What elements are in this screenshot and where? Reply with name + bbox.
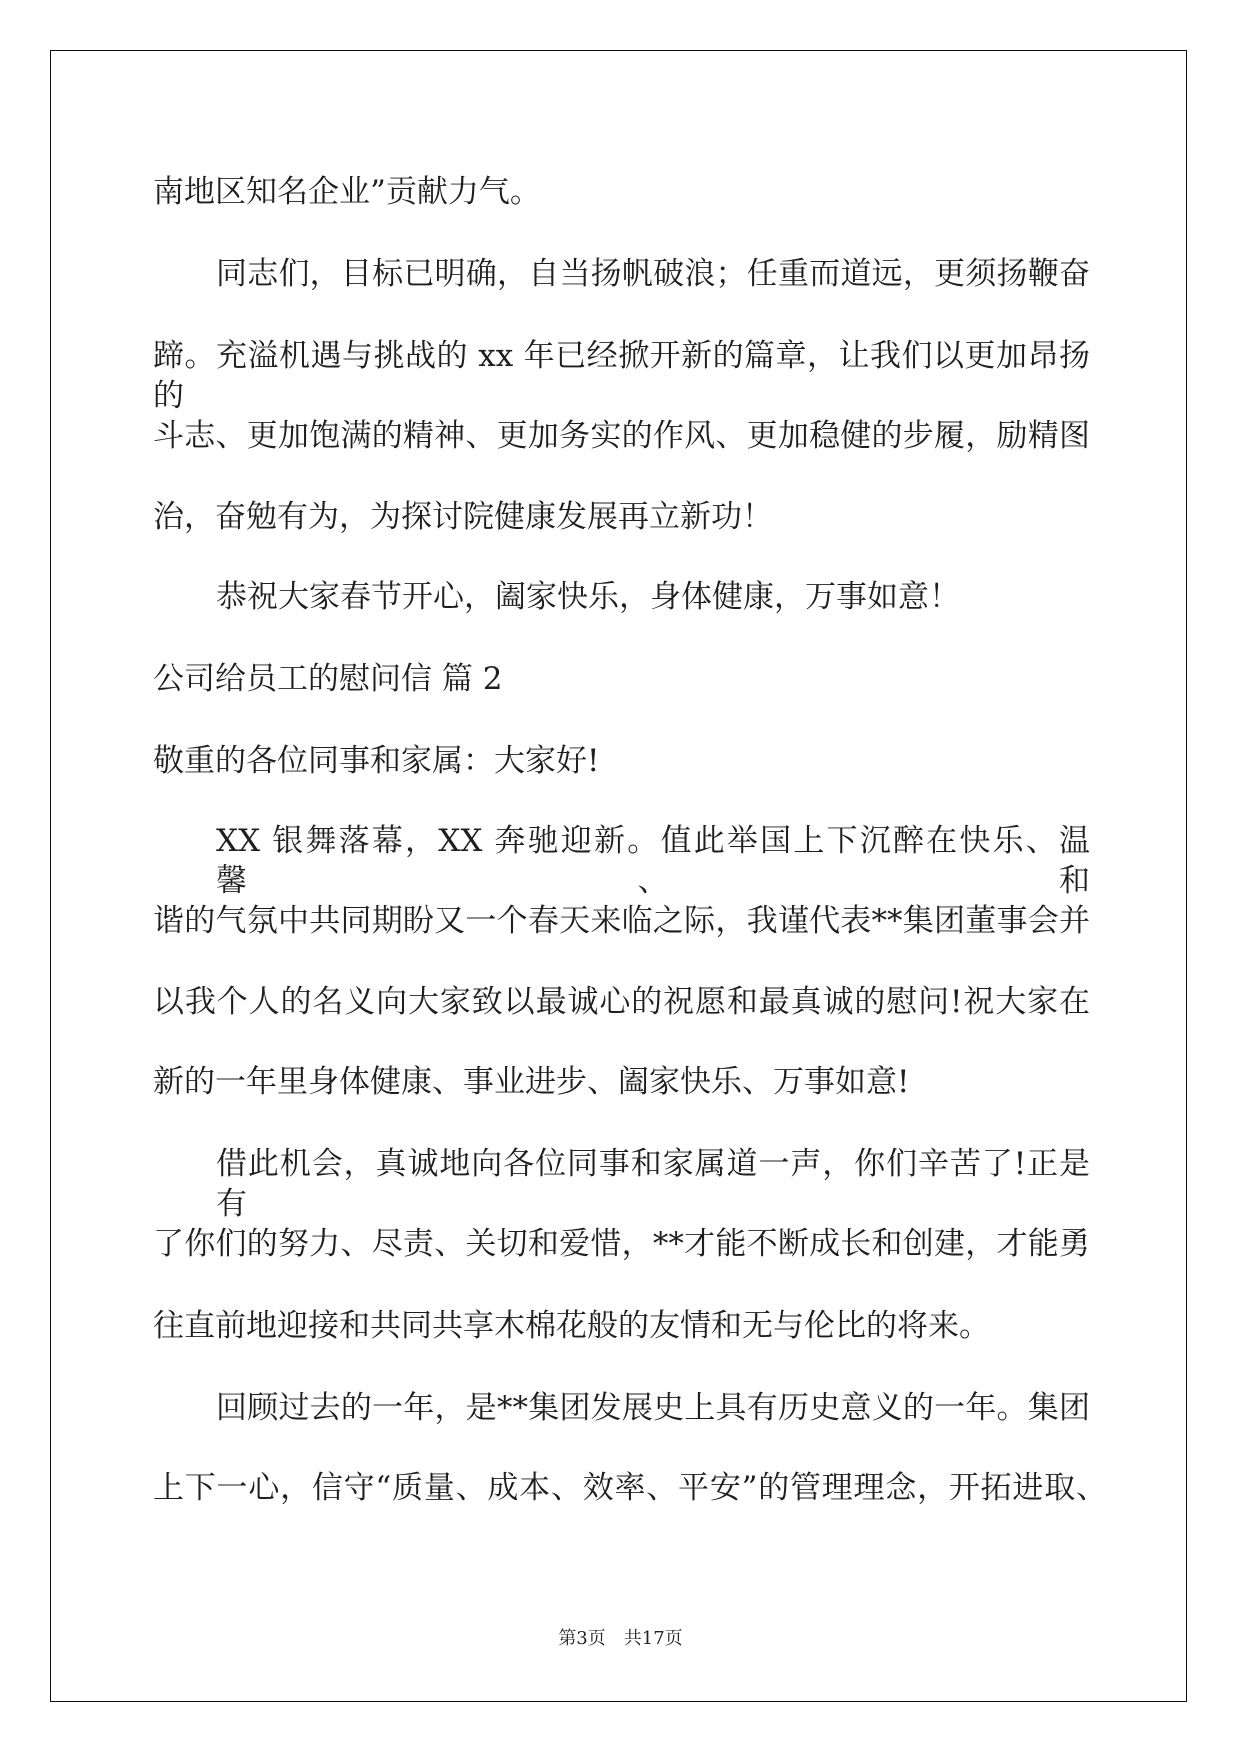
text-line: 往直前地迎接和共同共享木棉花般的友情和无与伦比的将来。: [153, 1308, 990, 1344]
text-line: 回顾过去的一年，是**集团发展史上具有历史意义的一年。集团: [216, 1390, 1090, 1426]
text-line: 同志们，目标已明确，自当扬帆破浪；任重而道远，更须扬鞭奋: [216, 256, 1090, 292]
text-line: XX 银舞落幕，XX 奔驰迎新。值此举国上下沉醉在快乐、温馨、和: [216, 823, 1090, 899]
text-line: 南地区知名企业”贡献力气。: [153, 174, 541, 210]
section-heading: 公司给员工的慰问信 篇 2: [153, 661, 503, 697]
text-line: 了你们的努力、尽责、关切和爱惜，**才能不断成长和创建，才能勇: [153, 1226, 1090, 1262]
text-line: 上下一心，信守“质量、成本、效率、平安”的管理理念，开拓进取、: [153, 1470, 1107, 1506]
text-line: 治，奋勉有为，为探讨院健康发展再立新功！: [153, 499, 773, 535]
salutation: 敬重的各位同事和家属：大家好!: [153, 743, 600, 779]
text-line: 借此机会，真诚地向各位同事和家属道一声，你们辛苦了!正是有: [216, 1146, 1090, 1222]
text-line: 新的一年里身体健康、事业进步、阖家快乐、万事如意!: [153, 1064, 910, 1100]
text-line: 蹄。充溢机遇与挑战的 xx 年已经掀开新的篇章，让我们以更加昂扬的: [153, 338, 1090, 414]
text-line: 以我个人的名义向大家致以最诚心的祝愿和最真诚的慰问!祝大家在: [153, 984, 1090, 1020]
text-line: 恭祝大家春节开心，阖家快乐，身体健康，万事如意！: [216, 579, 960, 615]
page-number-footer: 第3页 共17页: [558, 1628, 683, 1649]
text-line: 斗志、更加饱满的精神、更加务实的作风、更加稳健的步履，励精图: [153, 418, 1090, 454]
text-line: 谐的气氛中共同期盼又一个春天来临之际，我谨代表**集团董事会并: [153, 903, 1090, 939]
